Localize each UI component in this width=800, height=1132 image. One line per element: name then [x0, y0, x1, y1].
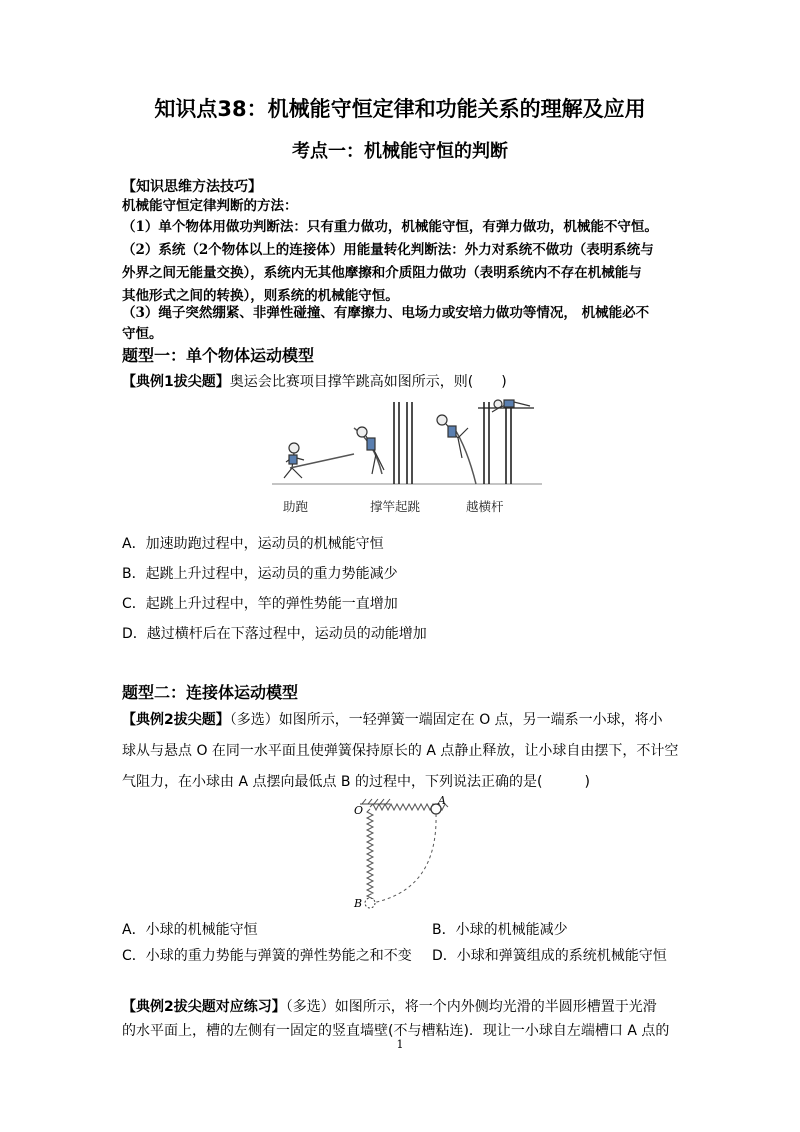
example3-line: 的水平面上，槽的左侧有一固定的竖直墙壁(不与槽粘连)．现让一小球自左端槽口 A 点的 — [122, 1023, 670, 1039]
method-line: 守恒。 — [122, 326, 163, 342]
clearing-athlete — [437, 400, 534, 484]
example2-line — [122, 709, 663, 729]
example2-text: （多选）如图所示，一轻弹簧一端固定在 O 点，另一端系一小球，将小 — [229, 712, 663, 728]
option-c: C．小球的重力势能与弹簧的弹性势能之和不变 — [122, 948, 412, 964]
option-b: B．起跳上升过程中，运动员的重力势能减少 — [122, 566, 398, 582]
ball-trajectory — [372, 814, 436, 903]
method-intro: 机械能守恒定律判断的方法： — [122, 198, 298, 214]
example1-tag: 【典例1拔尖题】 — [122, 374, 230, 390]
example2-tag: 【典例2拔尖题】 — [122, 712, 230, 728]
label-a: A — [438, 795, 446, 807]
example2-line: 球从与悬点 O 在同一水平面且使弹簧保持原长的 A 点静止释放，让小球自由摆下，不计空 — [122, 743, 679, 759]
method-header: 【知识思维方法技巧】 — [122, 179, 262, 195]
page-title: 知识点38：机械能守恒定律和功能关系的理解及应用 — [154, 97, 646, 121]
method-line: （3）绳子突然绷紧、非弹性碰撞、有摩擦力、电场力或安培力做功等情况， 机械能必不 — [122, 305, 650, 321]
option-b: B．小球的机械能减少 — [432, 922, 568, 938]
figure-caption-takeoff: 撑竿起跳 — [370, 499, 421, 514]
figure-caption-clear: 越横杆 — [466, 499, 504, 514]
example3-line — [122, 996, 657, 1016]
page-number: 1 — [396, 1038, 404, 1051]
section-heading: 题型一：单个物体运动模型 — [122, 346, 315, 365]
option-a: A．小球的机械能守恒 — [122, 922, 258, 938]
method-line: （2）系统（2个物体以上的连接体）用能量转化判断法：外力对系统不做功（表明系统与 — [122, 242, 654, 258]
vertical-spring — [367, 809, 373, 905]
option-a: A．加速助跑过程中，运动员的机械能守恒 — [122, 536, 384, 552]
section-heading: 题型二：连接体运动模型 — [122, 683, 299, 702]
example3-text: （多选）如图所示，将一个内外侧均光滑的半圆形槽置于光滑 — [285, 999, 657, 1015]
spring-pendulum-figure — [342, 795, 462, 910]
ceiling-hatch — [360, 799, 390, 804]
crossbar-uprights — [394, 402, 412, 484]
example2-line: 气阻力，在小球由 A 点摆向最低点 B 的过程中，下列说法正确的是( ) — [122, 774, 590, 790]
method-line: 其他形式之间的转换），则系统的机械能守恒。 — [122, 288, 399, 304]
option-d: D．小球和弹簧组成的系统机械能守恒 — [432, 948, 667, 964]
label-o: O — [354, 804, 364, 817]
page-subtitle: 考点一：机械能守恒的判断 — [292, 141, 508, 162]
takeoff-athlete — [354, 427, 384, 474]
option-d: D．越过横杆后在下落过程中，运动员的动能增加 — [122, 626, 427, 642]
option-c: C．起跳上升过程中，竿的弹性势能一直增加 — [122, 596, 398, 612]
figure-caption-run: 助跑 — [283, 499, 309, 514]
runner-athlete — [284, 443, 354, 478]
example3-tag: 【典例2拔尖题对应练习】 — [122, 999, 286, 1015]
method-line: （1）单个物体用做功判断法：只有重力做功，机械能守恒，有弹力做功，机械能不守恒。 — [122, 219, 658, 235]
example1-text: 奥运会比赛项目撑竿跳高如图所示，则( ) — [229, 374, 507, 390]
example1-stem — [122, 371, 507, 391]
ball-at-b — [365, 898, 375, 908]
label-b: B — [354, 897, 363, 910]
method-line: 外界之间无能量交换），系统内无其他摩擦和介质阻力做功（表明系统内不存在机械能与 — [122, 265, 642, 281]
